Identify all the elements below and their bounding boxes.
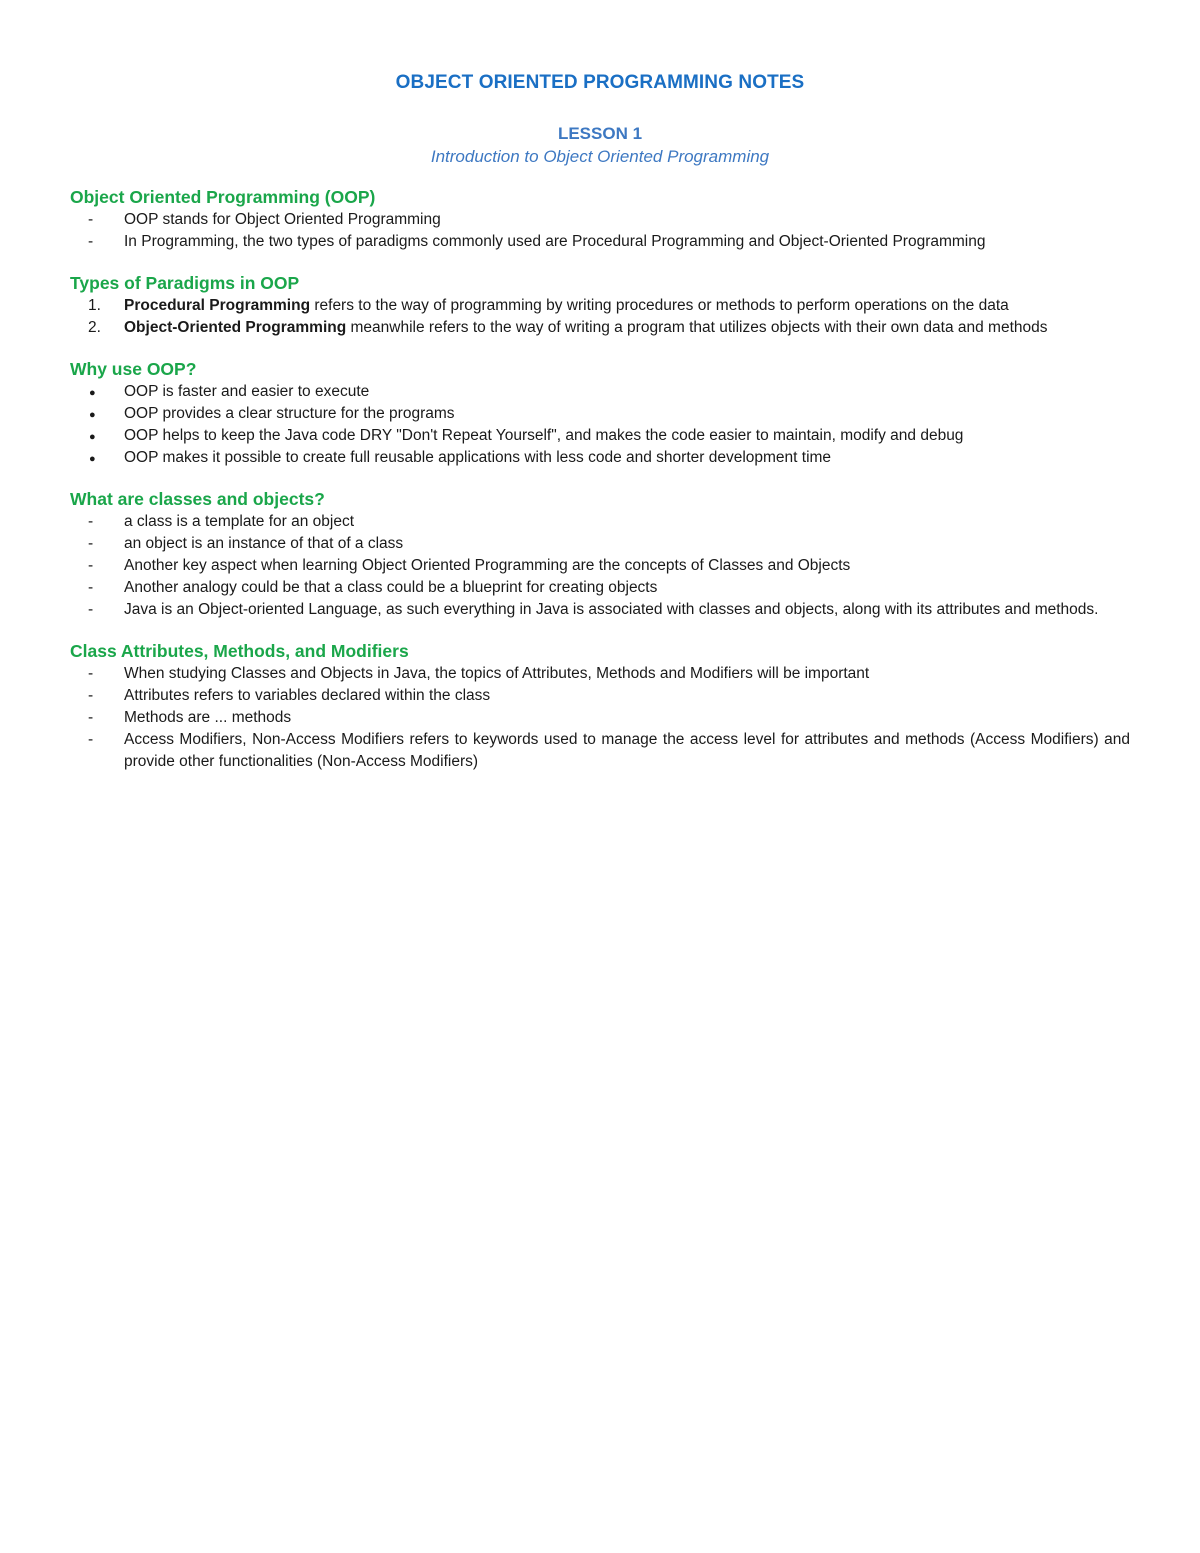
term-bold: Procedural Programming bbox=[124, 297, 311, 314]
list-item-text: When studying Classes and Objects in Java, the topics of Attributes, Methods and Modifiers will be important bbox=[124, 665, 870, 682]
list-item-text: OOP is faster and easier to execute bbox=[124, 383, 370, 400]
dash-marker: - bbox=[88, 687, 94, 704]
lesson-label: LESSON 1 bbox=[557, 124, 643, 143]
dash-marker: - bbox=[88, 513, 94, 530]
list-item-text: refers to the way of programming by writing procedures or methods to perform operations on the data bbox=[310, 297, 1009, 314]
section-heading: Class Attributes, Methods, and Modifiers bbox=[70, 641, 409, 661]
list-item bbox=[70, 295, 1130, 317]
dash-marker: - bbox=[88, 601, 94, 618]
bullet-list bbox=[70, 381, 1130, 469]
list-item-text: OOP makes it possible to create full reusable applications with less code and shorter development time bbox=[124, 449, 832, 466]
list-item bbox=[70, 447, 1130, 469]
list-item bbox=[70, 707, 1130, 729]
list-item bbox=[70, 599, 1130, 621]
dash-marker: - bbox=[88, 557, 94, 574]
list-item-text: meanwhile refers to the way of writing a program that utilizes objects with their own data and methods bbox=[346, 319, 1048, 336]
list-item-text: Another key aspect when learning Object Oriented Programming are the concepts of Classes and Objects bbox=[124, 557, 851, 574]
list-item bbox=[70, 381, 1130, 403]
term-bold: Object-Oriented Programming bbox=[124, 319, 347, 336]
list-item-text: OOP stands for Object Oriented Programming bbox=[124, 211, 441, 228]
list-item-text: OOP provides a clear structure for the programs bbox=[124, 405, 455, 422]
dash-marker: - bbox=[88, 211, 94, 228]
list-item-text: Another analogy could be that a class could be a blueprint for creating objects bbox=[124, 579, 658, 596]
section-heading: Object Oriented Programming (OOP) bbox=[70, 187, 376, 207]
list-item bbox=[70, 317, 1130, 339]
bullet-icon: ● bbox=[89, 453, 96, 465]
list-item bbox=[70, 231, 1130, 253]
list-item bbox=[70, 533, 1130, 555]
list-item bbox=[70, 729, 1130, 773]
list-item-text: Access Modifiers, Non-Access Modifiers refers to keywords used to manage the access level for attributes and methods (Access Modifiers) and provide other functionalities (Non-Access Modifiers) bbox=[124, 731, 1130, 770]
list-item-text: In Programming, the two types of paradigms commonly used are Procedural Programming and Object-Oriented Programming bbox=[124, 233, 986, 250]
list-item-text: OOP helps to keep the Java code DRY "Don't Repeat Yourself", and makes the code easier to maintain, modify and debug bbox=[124, 427, 964, 444]
list-item bbox=[70, 209, 1130, 231]
list-item-text: Attributes refers to variables declared within the class bbox=[124, 687, 491, 704]
number-marker: 1. bbox=[88, 297, 101, 314]
list-item-text: Java is an Object-oriented Language, as such everything in Java is associated with classes and objects, along with its attributes and methods. bbox=[124, 601, 1099, 618]
section-heading: What are classes and objects? bbox=[70, 489, 325, 509]
list-item bbox=[70, 663, 1130, 685]
document-title: OBJECT ORIENTED PROGRAMMING NOTES bbox=[395, 72, 805, 93]
dash-marker: - bbox=[88, 709, 94, 726]
bullet-icon: ● bbox=[89, 387, 96, 399]
section-paradigm-types bbox=[70, 273, 1130, 339]
list-item-text: an object is an instance of that of a class bbox=[124, 535, 404, 552]
list-item bbox=[70, 425, 1130, 447]
dash-list bbox=[70, 511, 1130, 621]
list-item bbox=[70, 511, 1130, 533]
lesson-subtitle: Introduction to Object Oriented Programming bbox=[430, 147, 770, 166]
dash-marker: - bbox=[88, 731, 94, 748]
dash-marker: - bbox=[88, 233, 94, 250]
dash-list bbox=[70, 209, 1130, 253]
section-why-oop bbox=[70, 359, 1130, 469]
dash-marker: - bbox=[88, 535, 94, 552]
list-item-text: a class is a template for an object bbox=[124, 513, 355, 530]
section-oop-definition bbox=[70, 187, 1130, 253]
list-item bbox=[70, 577, 1130, 599]
dash-marker: - bbox=[88, 665, 94, 682]
bullet-icon: ● bbox=[89, 431, 96, 443]
section-classes-objects bbox=[70, 489, 1130, 621]
section-heading: Types of Paradigms in OOP bbox=[70, 273, 300, 293]
list-item-text: Methods are ... methods bbox=[124, 709, 292, 726]
number-marker: 2. bbox=[88, 319, 101, 336]
list-item bbox=[70, 403, 1130, 425]
list-item bbox=[70, 685, 1130, 707]
section-attributes-methods-modifiers bbox=[70, 641, 1130, 773]
bullet-icon: ● bbox=[89, 409, 96, 421]
section-heading: Why use OOP? bbox=[70, 359, 197, 379]
list-item bbox=[70, 555, 1130, 577]
numbered-list bbox=[70, 295, 1130, 339]
dash-marker: - bbox=[88, 579, 94, 596]
dash-list bbox=[70, 663, 1130, 773]
